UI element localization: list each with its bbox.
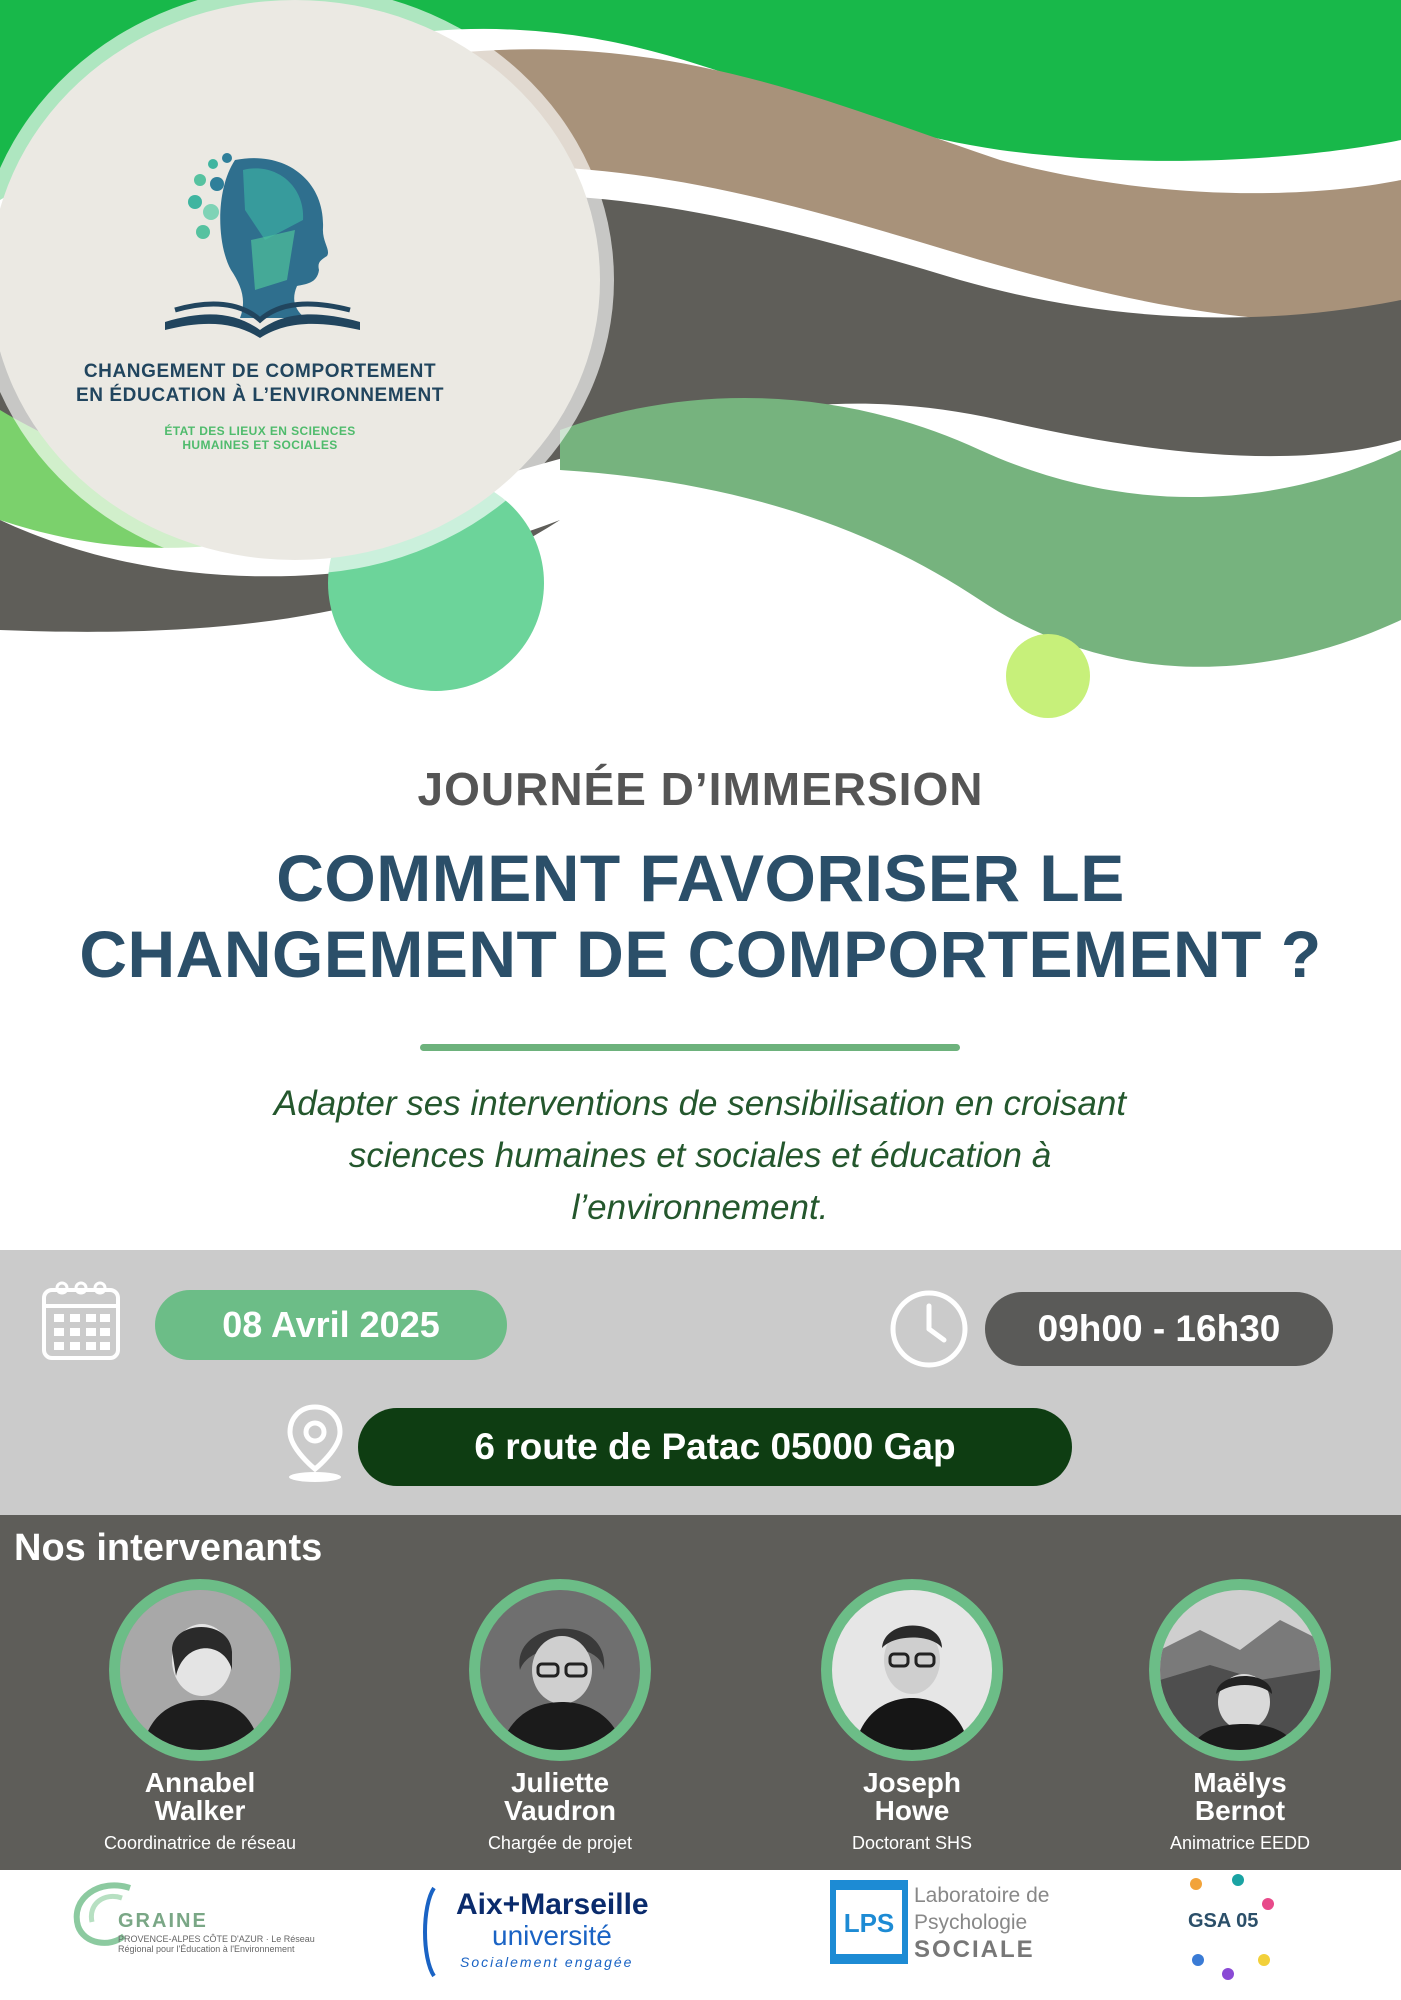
lime-circle xyxy=(1006,634,1090,718)
logo-subtitle-line1: ÉTAT DES LIEUX EN SCIENCES xyxy=(164,424,356,438)
speaker-photo-ring xyxy=(469,1579,651,1761)
lps-emblem-icon xyxy=(830,1880,908,1964)
portrait-icon xyxy=(480,1590,640,1750)
lps-emblem xyxy=(830,1880,908,1964)
portrait-icon xyxy=(120,1590,280,1750)
lps-text xyxy=(914,1882,1049,1963)
speaker-name xyxy=(1110,1769,1370,1825)
speakers-band xyxy=(0,1515,1401,1870)
time-pill: 09h00 - 16h30 xyxy=(985,1292,1333,1366)
head-and-book-icon xyxy=(155,150,370,340)
date-pill: 08 Avril 2025 xyxy=(155,1290,507,1360)
lps-line2: Psychologie xyxy=(914,1911,1028,1934)
speaker-last-name: Vaudron xyxy=(503,1795,616,1826)
speaker-first-name: Maëlys xyxy=(1193,1767,1287,1798)
amu-logo xyxy=(420,1870,690,2000)
amu-tagline: Socialement engagée xyxy=(460,1954,634,1970)
event-kicker: JOURNÉE D’IMMERSION xyxy=(417,763,984,815)
speaker-card xyxy=(782,1579,1042,1854)
speaker-last-name: Bernot xyxy=(1194,1795,1286,1826)
speaker-first-name: Juliette xyxy=(510,1767,610,1798)
speaker-card xyxy=(70,1579,330,1854)
lps-line3: SOCIALE xyxy=(914,1936,1035,1963)
speaker-card xyxy=(430,1579,690,1854)
speakers-title: Nos intervenants xyxy=(14,1527,323,1569)
graine-name: GRAINE xyxy=(118,1910,208,1932)
speaker-photo-ring xyxy=(109,1579,291,1761)
speaker-name xyxy=(782,1769,1042,1825)
speaker-name xyxy=(70,1769,330,1825)
speaker-role: Doctorant SHS xyxy=(851,1833,973,1853)
gsa-dots-icon xyxy=(1178,1870,1298,2000)
partner-logos xyxy=(0,1870,1401,2000)
tagline-line2: sciences humaines et sociales et éducation à xyxy=(348,1136,1052,1175)
amu-bracket-icon xyxy=(420,1886,436,1978)
speaker-photo-ring xyxy=(1149,1579,1331,1761)
amu-name: Aix+Marseille xyxy=(456,1888,649,1921)
speaker-photo-ring xyxy=(821,1579,1003,1761)
logo-subtitle xyxy=(110,424,410,452)
graine-subtitle: PROVENCE-ALPES CÔTE D'AZUR · Le Réseau Régional pour l'Éducation à l'Environnement xyxy=(118,1934,315,1954)
graine-logo xyxy=(70,1870,320,2000)
lps-line1: Laboratoire de xyxy=(914,1884,1050,1907)
divider xyxy=(420,1044,960,1051)
logo-subtitle-line2: HUMAINES ET SOCIALES xyxy=(182,438,338,452)
place-pill: 6 route de Patac 05000 Gap xyxy=(358,1408,1072,1486)
portrait-icon xyxy=(832,1590,992,1750)
gsa-name: GSA 05 xyxy=(1188,1910,1259,1932)
speaker-photo xyxy=(832,1590,992,1750)
portrait-icon xyxy=(1160,1590,1320,1750)
headline-line1: COMMENT FAVORISER LE xyxy=(276,841,1125,915)
speaker-photo xyxy=(480,1590,640,1750)
logo-title-line1: CHANGEMENT DE COMPORTEMENT xyxy=(83,361,437,382)
lps-logo xyxy=(830,1870,1090,2000)
event-tagline xyxy=(100,1078,1300,1234)
gsa-logo xyxy=(1178,1870,1298,2000)
info-band xyxy=(0,1250,1401,1515)
location-pin-icon xyxy=(282,1403,348,1485)
tagline-line1: Adapter ses interventions de sensibilisation en croisant xyxy=(273,1084,1127,1123)
logo-title-line2: EN ÉDUCATION À L’ENVIRONNEMENT xyxy=(75,385,445,406)
headline-line2: CHANGEMENT DE COMPORTEMENT ? xyxy=(79,917,1322,991)
speaker-first-name: Annabel xyxy=(144,1767,256,1798)
amu-subtitle: université xyxy=(492,1920,612,1951)
speaker-role: Animatrice EEDD xyxy=(1169,1833,1311,1853)
speaker-last-name: Howe xyxy=(874,1795,950,1826)
lps-emblem-text: LPS xyxy=(843,1908,895,1938)
speaker-first-name: Joseph xyxy=(862,1767,962,1798)
clock-icon xyxy=(888,1288,970,1370)
calendar-icon xyxy=(40,1278,122,1362)
event-headline xyxy=(0,840,1401,992)
speaker-name xyxy=(430,1769,690,1825)
speaker-role: Chargée de projet xyxy=(487,1833,633,1853)
speaker-photo xyxy=(120,1590,280,1750)
speaker-card xyxy=(1110,1579,1370,1854)
speaker-role: Coordinatrice de réseau xyxy=(103,1833,297,1853)
logo-badge xyxy=(0,0,600,560)
tagline-line3: l’environnement. xyxy=(571,1188,829,1227)
logo-title xyxy=(20,360,500,408)
speaker-last-name: Walker xyxy=(154,1795,246,1826)
speaker-photo xyxy=(1160,1590,1320,1750)
